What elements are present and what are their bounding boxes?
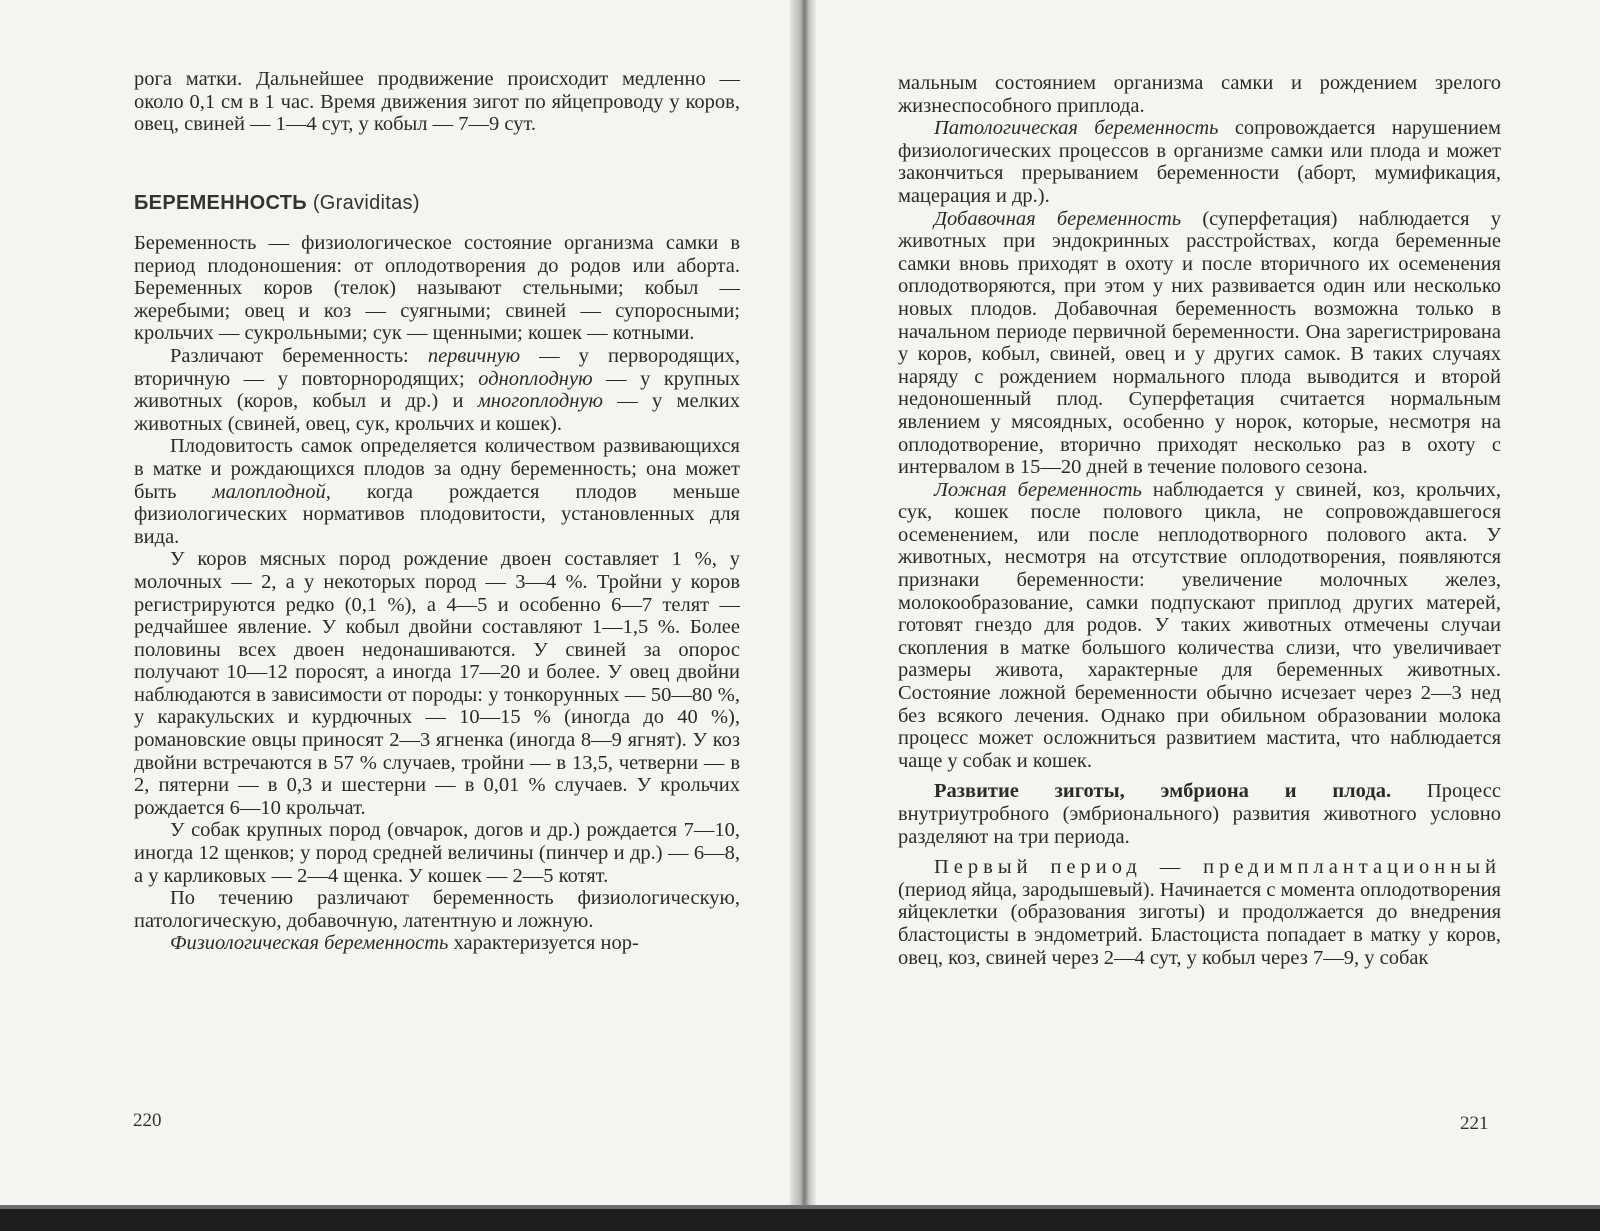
page-number: 221 — [1460, 1113, 1489, 1134]
italic-term: Патологическая беременность — [934, 117, 1219, 140]
text-run: наблюдается у свиней, коз, крольчих, сук, кошек после полового цикла, не сопровождавшегося осеменением, или после неплодотворного полового акта. У животных, несмотря на отсутствие оплодотворения, появляются признаки беременности: увеличение молочных желез, молокообразование, самки подпускают приплод других матерей, готовят гнездо для родов. У таких животных отмечены случаи скопления в матке большого количества слизи, что увеличивает размеры живота, характерные для беременных животных. Состояние ложной беременности обычно исчезает через 2—3 нед без всякого лечения. Однако при обильном образовании молока процесс может осложниться развитием мастита, что наблюдается чаще у собак и кошек. — [898, 478, 1501, 772]
italic-term: Добавочная беременность — [934, 207, 1182, 230]
bold-subheading: Развитие зиготы, эмбриона и плода. — [934, 780, 1392, 803]
paragraph-gap — [898, 772, 1501, 780]
text-run: Различают беременность: — [170, 344, 428, 367]
text-run: когда рождается плодов меньше физиологических нормативов плодовитости, установленных для вида. — [134, 480, 740, 548]
text-run: сопровождается нарушением физиологических процессов в организме самки или плода и может закончиться прерыванием беременности (аборт, мумификация, мацерация и др.). — [898, 117, 1502, 207]
paragraph — [898, 780, 1501, 848]
paragraph: У собак крупных пород (овчарок, догов и др.) рождается 7—10, иногда 12 щенков; у пород средней величины (пинчер и др.) — 6—8, а у карликовых — 2—4 щенка. У кошек — 2—5 котят. — [134, 819, 740, 887]
page-number: 220 — [133, 1110, 162, 1131]
text-run: — у мелких животных (свиней, овец, сук, крольчих и кошек). — [134, 390, 740, 435]
paragraph-gap — [898, 848, 1501, 856]
paragraph — [134, 435, 740, 548]
italic-term: Ложная беременность — [934, 478, 1142, 501]
text-run: Процесс внутриутробного (эмбрионального) развития животного условно разделяют на три периода. — [898, 780, 1501, 848]
text-run: — у крупных животных (коров, кобыл и др.) и — [134, 367, 740, 413]
text-run: — у первородящих, вторичную — у повторнородящих; — [134, 344, 740, 390]
text-run: Плодовитость самок определяется количеством развивающихся в матке и рождающихся плодов за одну беременность; она может быть — [134, 435, 740, 503]
paragraph: У коров мясных пород рождение двоен составляет 1 %, у молочных — 2, а у некоторых пород — 3—4 %. Тройни у коров регистрируются редко (0,1 %), а 4—5 и особенно 6—7 телят — редчайшее явление. У кобыл двойни составляют 1—1,5 %. Более половины всех двоен недонашиваются. У свиней за опорос получают 10—12 поросят, а иногда 17—20 и более. У овец двойни наблюдаются в зависимости от породы: у тонкорунных — 50—80 %, у каракульских и курдючных — 10—15 % (иногда до 40 %), романовские овцы приносят 2—3 ягненка (иногда 8—9 ягнят). У коз двойни встречаются в 57 % случаев, тройни — в 13,5, четверни — в 2, пятерни — в 0,3 и шестерни — в 0,01 % случаев. У крольчих рождается 6—10 крольчат. — [134, 548, 740, 819]
paragraph: рога матки. Дальнейшее продвижение происходит медленно — около 0,1 см в 1 час. Время движения зигот по яйцепроводу у коров, овец, свиней — 1—4 сут, у кобыл — 7—9 сут. — [134, 68, 740, 136]
paragraph — [134, 345, 740, 435]
text-run: (суперфетация) наблюдается у животных при эндокринных расстройствах, когда беременные самки вновь приходят в охоту и после вторичного их осеменения оплодотворяются, при этом у них развивается один или несколько новых плодов. Добавочная беременность возможна только в начальном периоде первичной беременности. Она зарегистрирована у коров, кобыл, свиней, овец и у других самок. В таких случаях наряду с рождением нормального плода выводится и второй недоношенный плод. Суперфетация считается нормальным явлением у мясоядных, особенно у норок, которые, несмотря на оплодотворение, вторично приходят несколько раз в охоту с интервалом в 15—20 дней в течение полового сезона. — [898, 207, 1501, 479]
book-gutter — [790, 0, 816, 1205]
paragraph: По течению различают беременность физиологическую, патологическую, добавочную, латентную и ложную. — [134, 887, 740, 932]
section-heading — [134, 192, 420, 215]
left-body-text — [134, 232, 740, 955]
paragraph — [898, 208, 1501, 479]
text-run: характеризуется нор- — [448, 932, 639, 955]
spaced-term: Первый период — предимплантационный — [934, 856, 1501, 879]
italic-term: одноплодную — [478, 367, 593, 390]
italic-term: многоплодную — [477, 390, 603, 413]
heading-latin: (Graviditas) — [312, 192, 420, 214]
right-body-text — [898, 72, 1501, 969]
paragraph — [898, 479, 1501, 773]
heading-title: БЕРЕМЕННОСТЬ — [134, 192, 307, 214]
text-run: (период яйца, зародышевый). Начинается с момента оплодотворения яйцеклетки (образования зиготы) и продолжается до внедрения бластоцисты в эндометрий. Бластоциста попадает в матку у коров, овец, коз, свиней через 2—4 сут, у кобыл через 7—9, у собак — [898, 878, 1501, 969]
paragraph: мальным состоянием организма самки и рождением зрелого жизнеспособного приплода. — [898, 72, 1501, 117]
paragraph — [134, 932, 740, 955]
italic-term: Физиологическая беременность — [170, 932, 449, 955]
italic-term: малоплодной, — [212, 480, 331, 503]
scanner-edge — [0, 1205, 1600, 1231]
paragraph — [898, 856, 1501, 969]
paragraph: Беременность — физиологическое состояние организма самки в период плодоношения: от оплодотворения до родов или аборта. Беременных коров (телок) называют стельными; кобыл — жеребыми; овец и коз — суягными; свиней — супоросными; крольчих — сукрольными; сук — щенными; кошек — котными. — [134, 232, 740, 345]
left-top-paragraph — [134, 68, 740, 136]
left-page — [0, 0, 808, 1205]
italic-term: первичную — [427, 344, 521, 367]
paragraph — [898, 117, 1501, 207]
